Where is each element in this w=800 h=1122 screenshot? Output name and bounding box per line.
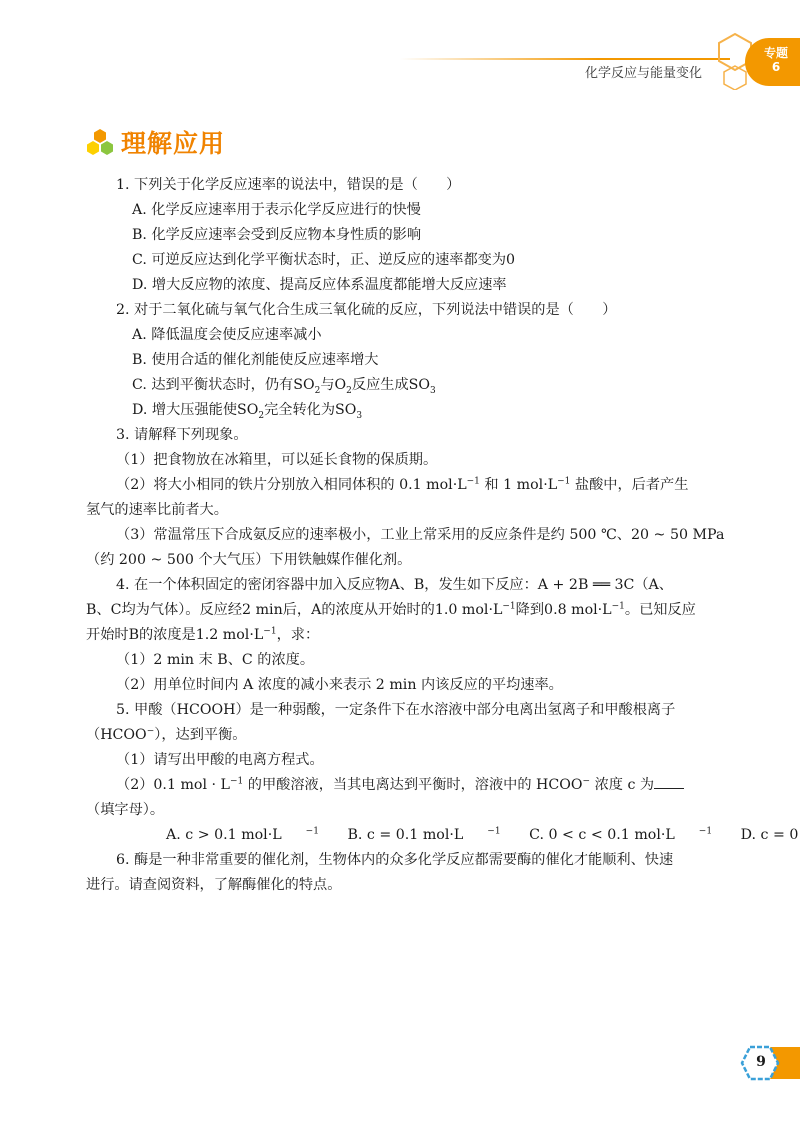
q1-option-d: D. 增大反应物的浓度、提高反应体系温度都能增大反应速率	[132, 277, 507, 293]
q6-stem-cont: 进行。请查阅资料，了解酶催化的特点。	[86, 877, 342, 893]
q5-stem: 5. 甲酸（HCOOH）是一种弱酸，一定条件下在水溶液中部分电离出氢离子和甲酸根离子	[116, 702, 676, 718]
section-heading	[85, 124, 225, 160]
q1-option-c: C. 可逆反应达到化学平衡状态时，正、逆反应的速率都变为0	[132, 252, 516, 268]
q3-stem: 3. 请解释下列现象。	[116, 427, 248, 443]
q4-part-2: （2）用单位时间内 A 浓度的减小来表示 2 min 内该反应的平均速率。	[116, 677, 563, 693]
chapter-badge	[745, 38, 800, 86]
q3-part-3-cont: （约 200 ~ 500 个大气压）下用铁触媒作催化剂。	[86, 552, 412, 568]
q3-part-2: （2）将大小相同的铁片分别放入相同体积的 0.1 $mol\cdot L^{-1}$ 和 1 $mol\cdot L^{-1}$ 盐酸中，后者产生	[116, 476, 689, 493]
q3-part-2-cont: 氢气的速率比前者大。	[86, 502, 228, 518]
q2-stem: 2. 对于二氧化硫与氧气化合生成三氧化硫的反应，下列说法中错误的是（ ）	[116, 302, 617, 318]
chapter-badge-number: 6	[771, 60, 781, 74]
exercise-list	[86, 173, 799, 898]
q5-options	[86, 823, 799, 848]
q4-part-1: （1）2 min 末 B、C 的浓度。	[116, 652, 315, 668]
q5-part-1: （1）请写出甲酸的电离方程式。	[116, 752, 324, 768]
q5-option-a: A. c > 0.1 mol·L $^{-1}$	[166, 826, 319, 843]
hexagon-cluster-icon	[85, 128, 115, 156]
page-number: 9	[756, 1054, 766, 1070]
q2-option-a: A. 降低温度会使反应速率减小	[132, 327, 322, 343]
header-rule	[400, 58, 730, 60]
q4-stem: 4. 在一个体积固定的密闭容器中加入反应物A、B，发生如下反应：A + 2B ══ 3C（A、	[116, 577, 673, 593]
q5-part-2-cont: （填字母）。	[86, 802, 165, 818]
q5-option-b: B. c = 0.1 mol·L $^{-1}$	[347, 826, 501, 843]
q2-option-c: C. 达到平衡状态时，仍有$SO_2$与$O_2$反应生成$SO_3$	[132, 377, 436, 396]
q2-option-b: B. 使用合适的催化剂能使反应速率增大	[132, 352, 379, 368]
q2-option-d: D. 增大压强能使$SO_2$完全转化为$SO_3$	[132, 402, 363, 421]
q3-part-3: （3）常温常压下合成氨反应的速率极小，工业上常采用的反应条件是约 500 ℃、20 ~ 50 MPa	[116, 527, 725, 543]
q1-option-a: A. 化学反应速率用于表示化学反应进行的快慢	[132, 202, 421, 218]
q5-option-c: C. 0 < c < 0.1 mol·L $^{-1}$	[529, 826, 713, 843]
q3-part-1: （1）把食物放在冰箱里，可以延长食物的保质期。	[116, 452, 438, 468]
q5-part-2: （2）0.1 mol · $L^{-1}$ 的甲酸溶液，当其电离达到平衡时，溶液中的 HCOO− 浓度 c 为	[86, 773, 716, 798]
section-title: 理解应用	[121, 129, 226, 158]
q4-stem-cont2: 开始时B的浓度是1.2 $mol\cdot L^{-1}$，求：	[86, 626, 320, 643]
chapter-badge-label: 专题	[763, 46, 788, 60]
chapter-subtitle: 化学反应与能量变化	[584, 66, 702, 81]
q1-option-b: B. 化学反应速率会受到反应物本身性质的影响	[132, 227, 422, 243]
q5-option-d: D. c = 0	[740, 827, 799, 843]
q5-stem-cont: （HCOO−），达到平衡。	[86, 726, 247, 743]
answer-blank	[654, 776, 684, 789]
q6-stem: 6. 酶是一种非常重要的催化剂，生物体内的众多化学反应都需要酶的催化才能顺利、快速	[116, 852, 674, 868]
q1-stem: 1. 下列关于化学反应速率的说法中，错误的是（ ）	[116, 177, 461, 193]
q4-stem-cont: B、C均为气体）。反应经2 min后，A的浓度从开始时的1.0 $mol\cdot L^{-1}$降到0.8 $mol\cdot L^{-1}$。已知反应	[86, 601, 696, 618]
